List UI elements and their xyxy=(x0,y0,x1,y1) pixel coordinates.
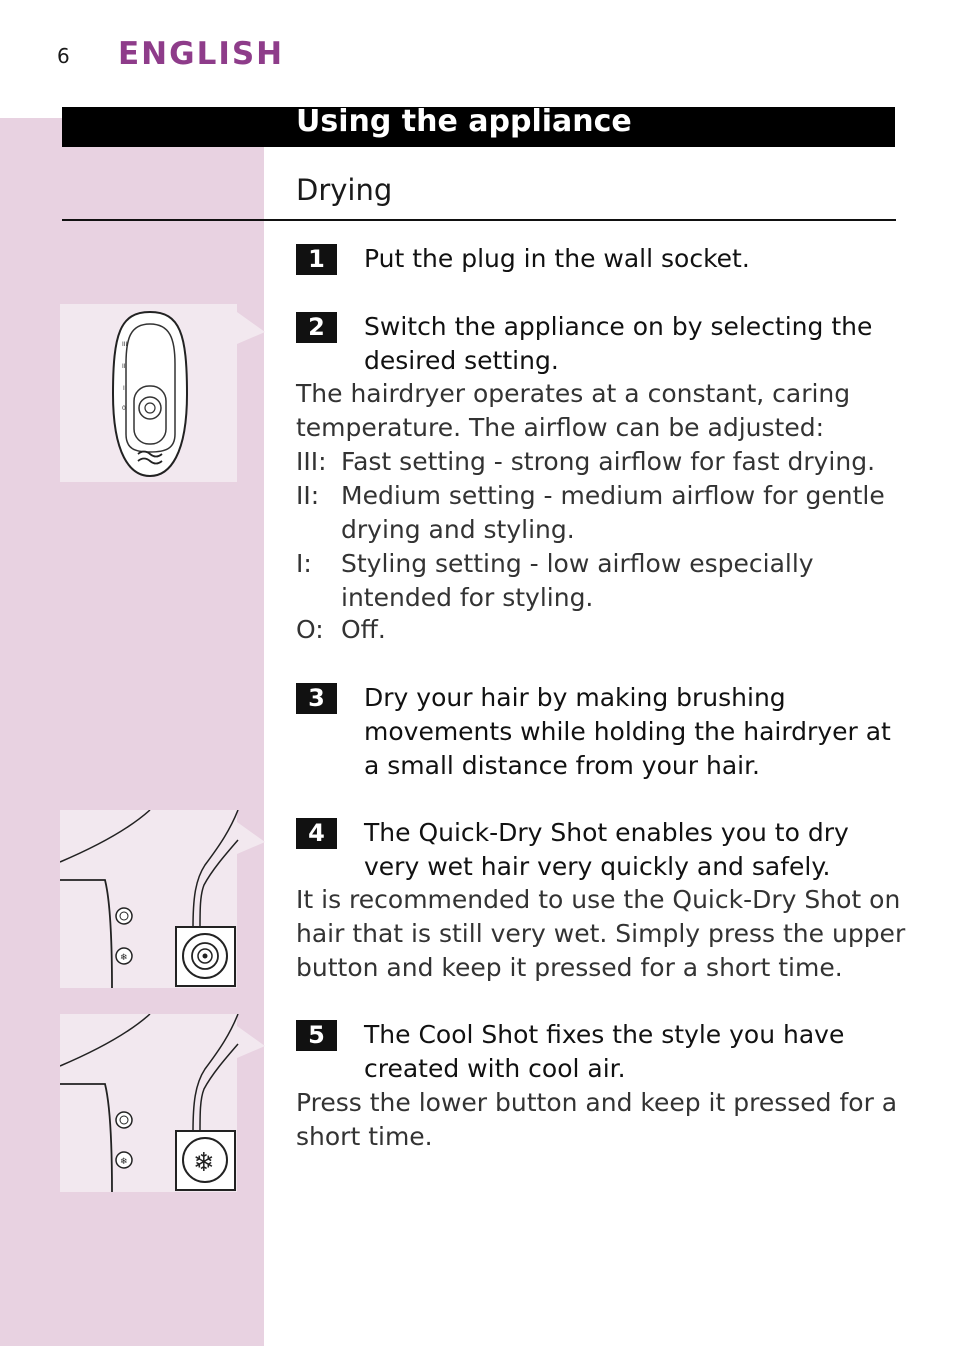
step-heading: The Cool Shot fixes the style you have created with cool air. xyxy=(364,1020,845,1083)
setting-item xyxy=(296,445,906,479)
svg-text:❄: ❄ xyxy=(120,1157,128,1167)
step-heading: Dry your hair by making brushing movements while holding the hairdryer at a small distance from your hair. xyxy=(364,683,891,780)
step-number: 4 xyxy=(296,818,337,849)
setting-text: Styling setting - low airflow especially intended for styling. xyxy=(341,549,814,612)
step-body: It is recommended to use the Quick-Dry Shot on hair that is still very wet. Simply press the upper button and keep it pressed for a short time. xyxy=(296,885,906,982)
switch-label-i: I xyxy=(123,385,125,392)
svg-text:❄: ❄ xyxy=(120,953,128,963)
step-number: 3 xyxy=(296,683,337,714)
section-title: Using the appliance xyxy=(296,104,632,139)
setting-key: II: xyxy=(296,481,320,510)
step-number: 5 xyxy=(296,1020,337,1051)
snowflake-icon: ❄ xyxy=(193,1148,215,1178)
switch-label-iii: III xyxy=(122,341,128,348)
subsection-title: Drying xyxy=(296,173,393,207)
step-heading: Switch the appliance on by selecting the desired setting. xyxy=(364,312,873,375)
divider-rule xyxy=(62,219,896,221)
page-number: 6 xyxy=(57,44,70,68)
figure-switch xyxy=(60,304,237,482)
figure-cool-shot-button xyxy=(60,1014,237,1192)
step-number: 1 xyxy=(296,244,337,275)
setting-key: I: xyxy=(296,549,312,578)
step-heading: Put the plug in the wall socket. xyxy=(364,244,750,273)
setting-item xyxy=(296,613,906,647)
step-heading: The Quick-Dry Shot enables you to dry very wet hair very quickly and safely. xyxy=(364,818,849,881)
switch-label-off: 0 xyxy=(122,405,126,412)
switch-label-ii: II xyxy=(122,363,126,370)
step-number: 2 xyxy=(296,312,337,343)
setting-text: Fast setting - strong airflow for fast drying. xyxy=(341,447,876,476)
setting-text: Off. xyxy=(341,615,386,644)
figure-quick-dry-button xyxy=(60,810,237,988)
setting-item xyxy=(296,479,906,547)
language-heading: ENGLISH xyxy=(118,36,285,72)
setting-key: O: xyxy=(296,615,324,644)
setting-key: III: xyxy=(296,447,327,476)
setting-text: Medium setting - medium airflow for gentle drying and styling. xyxy=(341,481,885,544)
setting-item xyxy=(296,547,906,615)
step-body: Press the lower button and keep it pressed for a short time. xyxy=(296,1088,898,1151)
step-body: The hairdryer operates at a constant, caring temperature. The airflow can be adjusted: xyxy=(296,379,851,442)
